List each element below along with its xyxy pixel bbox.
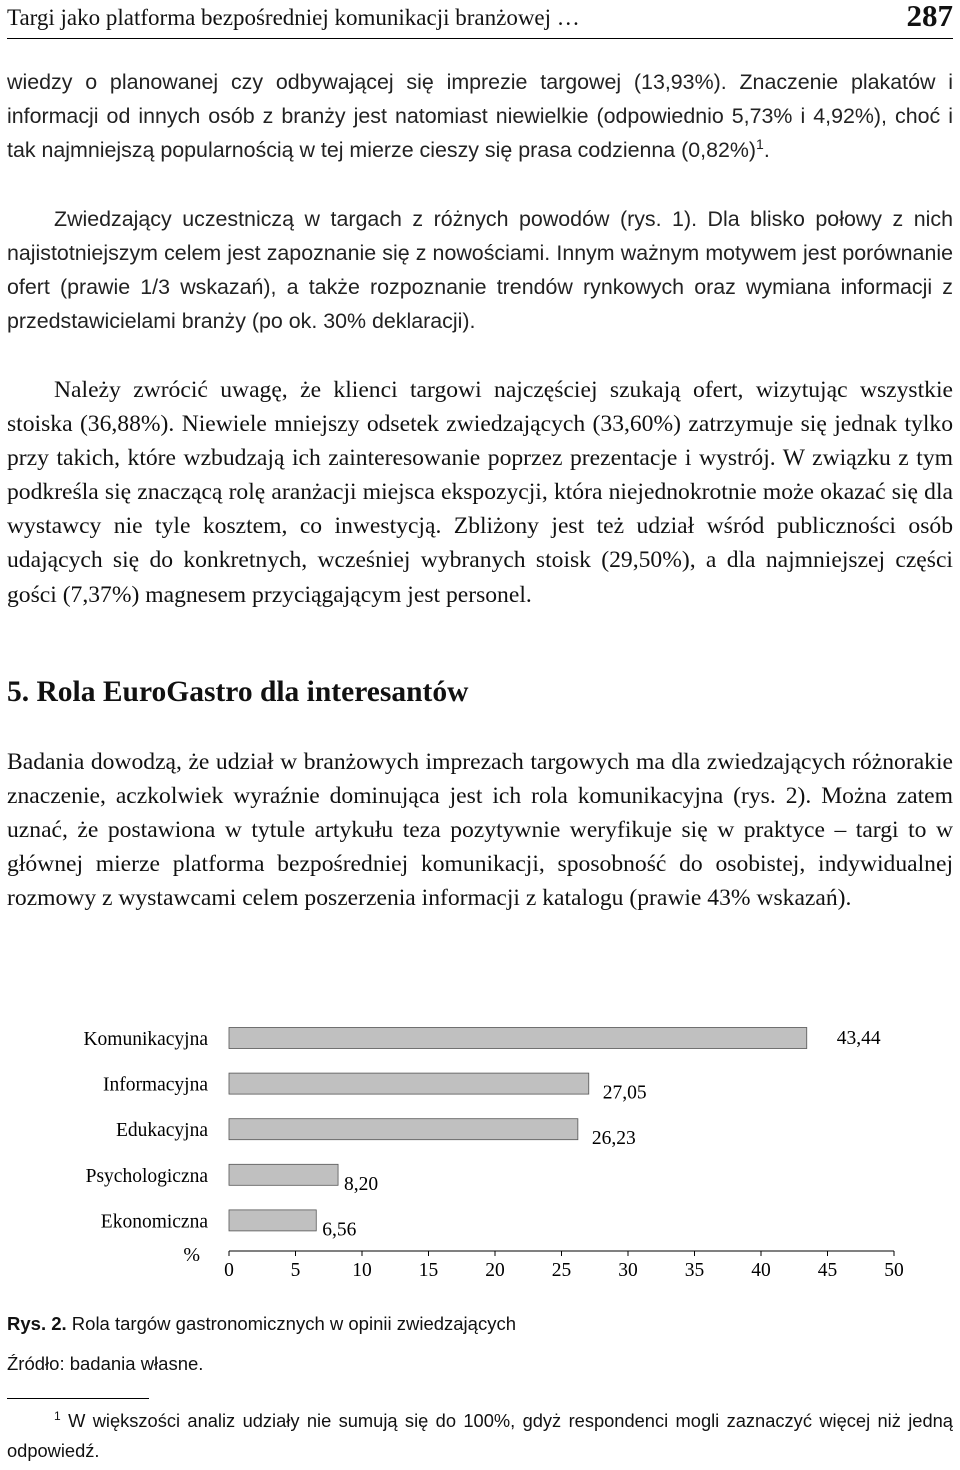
- footnote-separator: [7, 1398, 149, 1399]
- chart-bar: [229, 1210, 316, 1231]
- chart-category-label: Komunikacyjna: [83, 1029, 208, 1050]
- paragraph-offers: Należy zwrócić uwagę, że klienci targowi najczęściej szukają ofert, wizytując wszystkie stoiska (36,88%). Niewiele mniejszy odsetek zwiedzających (33,60%) zatrzymuje się jednak tylko przy takich, które wzbudzają ich zainteresowanie poprzez prezentacje i wystrój. W związku z tym podkreśla się znaczącą rolę aranżacji miejsca ekspozycji, która niejednokrotnie może okazać się dla wystawcy nie tyle kosztem, co inwestycją. Zbliżony jest też udział wśród publiczności osób udających się do konkretnych, wcześniej wybranych stoisk (29,50%), a dla najmniejszej części gości (7,37%) magnesem przyciągającym jest personel.: [7, 377, 953, 608]
- chart-x-tick-label: 50: [884, 1260, 904, 1281]
- paragraph-continued: [7, 65, 953, 167]
- paragraph-text: wiedzy o planowanej czy odbywającej się imprezie targowej (13,93%). Znaczenie plakatów i informacji od innych osób z branży jest natomiast niewielkie (odpowiednio 5,73% i 4,92%), choć i tak najmniejszą popularnością w tej mierze cieszy się prasa codzienna (0,82%): [7, 70, 953, 163]
- footnote-marker: 1: [54, 1408, 61, 1423]
- running-title: Targi jako platforma bezpośredniej komunikacji branżowej …: [7, 5, 580, 30]
- running-header: [7, 0, 953, 39]
- chart-value-label: 6,56: [322, 1219, 357, 1241]
- chart-x-tick-label: 35: [684, 1260, 705, 1281]
- section-paragraph: Badania dowodzą, że udział w branżowych imprezach targowych ma dla zwiedzających różnorakie znaczenie, aczkolwiek wyraźnie dominująca jest ich rola komunikacyjna (rys. 2). Można zatem uznać, że postawiona w tytule artykułu teza pozytywnie weryfikuje się w praktyce – targi to w głównej mierze platforma bezpośredniej komunikacji, sposobność do osobistej, indywidualnej rozmowy z wystawcami celem poszerzenia informacji z katalogu (prawie 43% wskazań).: [7, 749, 953, 912]
- chart-value-label: 26,23: [591, 1128, 636, 1150]
- chart-x-tick-label: 30: [618, 1260, 638, 1281]
- figure-label: Rys. 2.: [7, 1313, 67, 1334]
- section-heading: 5. Rola EuroGastro dla interesantów: [7, 676, 469, 708]
- chart-x-ticks: [224, 1251, 904, 1281]
- chart-value-label: 27,05: [602, 1082, 647, 1104]
- chart-x-tick-label: 10: [352, 1260, 372, 1281]
- chart-value-label: 43,44: [836, 1028, 881, 1049]
- chart-bars: [229, 1028, 807, 1231]
- footnote: [7, 1406, 953, 1466]
- chart-category-label: Ekonomiczna: [100, 1211, 208, 1233]
- bar-chart: [0, 1005, 960, 1305]
- chart-bar: [229, 1028, 807, 1049]
- chart-bar: [229, 1164, 338, 1185]
- footnote-text: W większości analiz udziały nie sumują się do 100%, gdyż respondenci mogli zaznaczyć więcej niż jedną odpowiedź.: [7, 1410, 953, 1461]
- chart-category-label: Psychologiczna: [85, 1165, 208, 1187]
- chart-x-tick-label: 0: [224, 1260, 234, 1281]
- figure-source: Źródło: badania własne.: [7, 1353, 204, 1374]
- chart-x-tick-label: 15: [418, 1260, 439, 1281]
- chart-category-label: Edukacyjna: [115, 1120, 208, 1142]
- chart-x-tick-label: 45: [817, 1260, 838, 1281]
- figure-caption: [7, 1313, 516, 1335]
- paragraph-reasons: Zwiedzający uczestniczą w targach z różnych powodów (rys. 1). Dla blisko połowy z nich najistotniejszym celem jest zapoznanie się z nowościami. Innym ważnym motywem jest porównanie ofert (prawie 1/3 wskazań), a także rozpoznanie trendów rynkowych oraz wymiana informacji z przedstawicielami branży (po ok. 30% deklaracji).: [7, 207, 953, 334]
- chart-x-label: %: [183, 1244, 200, 1266]
- chart-x-tick-label: 25: [551, 1260, 572, 1281]
- chart-bar: [229, 1119, 578, 1140]
- footnote-ref[interactable]: 1: [756, 136, 764, 153]
- chart-x-tick-label: 40: [751, 1260, 771, 1281]
- chart-category-label: Informacyjna: [102, 1074, 208, 1096]
- chart-value-label: 8,20: [344, 1173, 379, 1195]
- figure-caption-text: Rola targów gastronomicznych w opinii zwiedzających: [71, 1313, 516, 1334]
- chart-bar: [229, 1073, 589, 1094]
- chart-category-labels: [83, 1029, 208, 1232]
- page-number: 287: [906, 0, 953, 33]
- chart-x-tick-label: 20: [485, 1260, 505, 1281]
- chart-x-tick-label: 5: [290, 1260, 301, 1281]
- paragraph-end: .: [763, 138, 770, 163]
